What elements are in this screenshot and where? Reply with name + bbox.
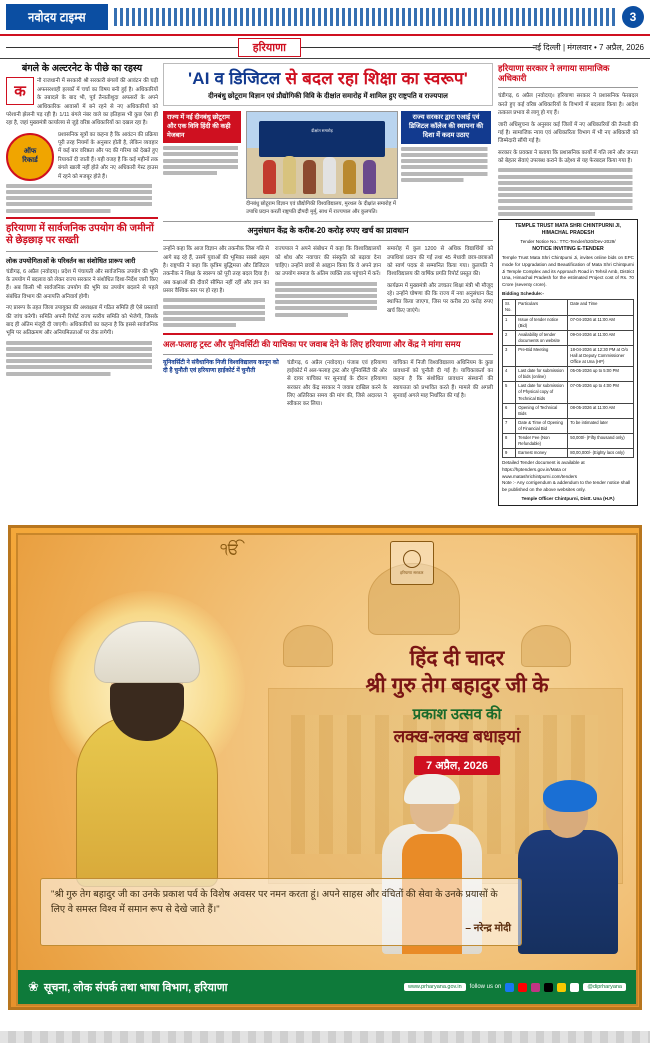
headline-part2: से बदल रहा शिक्षा का स्वरूप' (285, 69, 469, 88)
photo-person-1 (263, 160, 276, 194)
leader-2 (514, 754, 626, 954)
dateline: नई दिल्ली | मंगलवार • 7 अप्रैल, 2026 (532, 42, 644, 52)
center-para2: राज्यपाल ने अपने संबोधन में कहा कि विश्वविद्यालयों को शोध और नवाचार की संस्कृति को बढ़ावा देना चाहिए। उन्होंने छात्रों से आह्वान किया कि वे अपने ज्ञान का उपयोग समाज के अंतिम व्यक्ति तक पहुंचाने में करें। (275, 246, 381, 278)
pm-quote-box (40, 878, 522, 946)
section-title: हरियाणा (238, 38, 301, 57)
tender-title: NOTICE INVITING E-TENDER (532, 245, 604, 252)
center-para4: कार्यक्रम में मुख्यमंत्री और उच्चतर शिक्षा मंत्री भी मौजूद रहे। उन्होंने घोषणा की कि राज्य में नया अनुसंधान केंद्र स्थापित किया जाएगा, जिस पर करीब 20 करोड़ रुपए खर्च किए जाएंगे। (387, 282, 493, 314)
left-story2-para1: चंडीगढ़, 6 अप्रैल (नवोदय)। प्रदेश में पंचायती और सार्वजनिक उपयोग की भूमि के उपयोग में बदलाव को लेकर राज्य सरकार ने संशोधित दिशा-निर्देश जारी किए हैं। अब किसी भी सार्वजनिक उपयोग की भूमि का उपयोग बदलने से पहले संबंधित विभाग की अनापत्ति अनिवार्य होगी। (6, 268, 158, 300)
cell: 80,00,000/- (Eighty lacs only) (568, 449, 634, 458)
main-subhead: दीनबंधु छोटूराम विज्ञान एवं प्रौद्योगिकी विवि के दीक्षांत समारोह में शामिल हुए राष्ट्रपति व राज्यपाल (208, 93, 448, 101)
tender-col-date: Date and Time (568, 300, 634, 315)
center-body-col2 (275, 245, 381, 329)
cell: 18-04-2026 at 12:30 PM at O/o Hall at Deputy Commissioner Office at Una (HP) (568, 345, 634, 366)
convocation-photo (246, 111, 398, 199)
tender-notice (498, 219, 638, 507)
table-row (503, 403, 634, 418)
right-para3: सरकार के प्रवक्ता ने बताया कि प्रशासनिक कार्यों में गति लाने और जनता को बेहतर सेवाएं उपलब्ध कराने के उद्देश्य से यह फेरबदल किया गया है। (498, 149, 638, 164)
cell: 50,000/- (Fifty thousand only) (568, 434, 634, 449)
cell: 08-05-2026 at 11:00 AM (568, 403, 634, 418)
center-photo-col (246, 111, 396, 217)
ad-footer (18, 970, 636, 1004)
story3-bullet-col (163, 359, 281, 412)
tender-col-sr: Sr. No. (503, 300, 516, 315)
photo-person-2 (283, 156, 296, 194)
divider-2 (163, 221, 493, 222)
ad-line-1: हिंद दी चादर (409, 647, 505, 670)
ad-line-3: प्रकाश उत्सव की (412, 705, 502, 723)
filler-lines-2 (6, 341, 158, 376)
headline-part1: 'AI व डिजिटल (187, 69, 281, 88)
tender-org: TEMPLE TRUST MATA SHRI CHINTPURNI JI, HIMACHAL PRADESH (515, 222, 621, 236)
center-body-col1 (163, 245, 269, 329)
edition-badge: 3 (622, 6, 644, 28)
guru-portrait (32, 587, 262, 887)
photo-person-6 (363, 160, 376, 194)
paper-name: नवोदय टाइम्स (28, 10, 86, 25)
center-subheadline: अनुसंधान केंद्र के करीब-20 करोड़ रुपए खर्च का प्रावधान (247, 225, 409, 235)
divider-5 (498, 87, 638, 88)
main-headline-box (163, 63, 493, 106)
right-story-body (498, 92, 638, 165)
table-row (503, 418, 634, 433)
left-story1-para1: नौ राजधानी में सरकारी श्री सरकारी बंगलों की आवंटन की घड़ी अफसरशाही हलकों में चर्चा का विषय बनी हुई है। अधिकारियों के तबादले के बाद भी, पूर्व तैनातीशुदा अफसरों के अपने आधिकारिक आवासों में बने रहने से नए अधिकारियों को परेशानी झेलनी पड़ रही है। 1/11 बंगले नंबर वाले का इतिहास भी कुछ ऐसा ही रहा है, जहां मुख्यमंत्री कार्यालय से जुड़े वरिष्ठ अधिकारियों का दखल रहा है। (6, 78, 158, 127)
left-story1-headline: बंगले के अल्टरनेट के पीछे का रहस्य (21, 63, 143, 74)
center-bluebox-body (401, 147, 491, 182)
advertisement-inner (16, 533, 638, 1006)
cell: Opening of Technical Bids (516, 403, 568, 418)
divider-4 (163, 354, 493, 355)
cell: Issue of tender notice (Bid) (516, 315, 568, 330)
off-record-badge: ऑफ रिकार्ड (6, 133, 54, 181)
haryana-govt-emblem-icon (390, 541, 434, 585)
drop-cap: क (6, 77, 34, 105)
cell: 5 (503, 382, 516, 403)
tender-number: Tender Notice No.: TTC-Tender/520/Dev-2029/ (520, 239, 616, 245)
cell: 4 (503, 367, 516, 382)
left-story2-para2: नए प्रारूप के तहत जिला उपायुक्त की अध्यक्षता में गठित समिति ही ऐसे प्रस्तावों की जांच करेगी। समिति अपनी रिपोर्ट राज्य स्तरीय समिति को भेजेगी, जिसके बाद ही अंतिम मंजूरी दी जाएगी। अधिकारियों का कहना है कि इससे सार्वजनिक भूमि पर अतिक्रमण और अनियमितताओं पर रोक लगेगी। (6, 305, 158, 337)
photo-caption: दीनबंधु छोटूराम विज्ञान एवं प्रौद्योगिकी विश्वविद्यालय, मुरथल के दीक्षांत समारोह में उपाधि प्रदान करतीं राष्ट्रपति द्रौपदी मुर्मू, साथ में राज्यपाल और कुलपति। (246, 201, 396, 216)
ad-line-4: लक्ख-लक्ख बधाइयां (393, 726, 521, 746)
center-bluebox-col (401, 111, 491, 217)
center-redbox-col (163, 111, 241, 217)
table-row (503, 434, 634, 449)
tender-description: Temple Trust Mata Shri Chintpurni Ji, invites online bids on EPC mode for Upgradation and Beautification of Mata Shri Chintpurni Ji Temple Complex and its Approach Road in Tehsil Amb, District Una, Himachal Pradesh for the estimated Project cost of Rs. 70 Crore (seventy crore). (502, 255, 634, 287)
twitter-x-icon[interactable] (544, 983, 553, 992)
table-row (503, 345, 634, 366)
center-column (163, 63, 493, 524)
cell: Tender Fee (Non Refundable) (516, 434, 568, 449)
ad-date-badge: 7 अप्रैल, 2026 (414, 756, 500, 775)
main-headline (169, 68, 487, 89)
table-row (503, 330, 634, 345)
advertisement (8, 525, 642, 1010)
photo-person-5 (343, 160, 356, 194)
cell: Earnest money (516, 449, 568, 458)
story3-bullet: यूनिवर्सिटी ने संवैधानिक निजी विश्वविद्यालय कानून को दी है चुनौती एवं हरियाणा हाईकोर्ट में चुनौती (163, 359, 279, 374)
left-column (6, 63, 158, 524)
left-story3-headline: अल-फलाह ट्रस्ट और यूनिवर्सिटी की याचिका पर जवाब देने के लिए हरियाणा और केंद्र ने मांगा समय (163, 339, 461, 350)
photo-person-4 (323, 157, 336, 194)
cell: 09-04-2026 at 11:00 AM (568, 330, 634, 345)
photo-banner-text: दीक्षांत समारोह (311, 127, 333, 133)
story3-para1: चंडीगढ़, 6 अप्रैल (नवोदय)। पंजाब एवं हरियाणा हाईकोर्ट में अल-फलाह ट्रस्ट और यूनिवर्सिटी की ओर से दायर याचिका पर सुनवाई के दौरान हरियाणा सरकार और केंद्र सरकार ने जवाब दाखिल करने के लिए अतिरिक्त समय की मांग की, जिसे अदालत ने स्वीकार कर लिया। (287, 359, 387, 408)
koo-icon[interactable] (557, 983, 566, 992)
masthead (0, 0, 650, 36)
cell: Last date for submission of bids (online) (516, 367, 568, 382)
ad-line-2: श्री गुरु तेग बहादुर जी के (365, 674, 549, 698)
center-body-columns (163, 245, 493, 329)
paper-logo (6, 4, 108, 30)
cell: Pre-Bid Meeting (516, 345, 568, 366)
emblem-label: हरियाणा सरकार (400, 570, 424, 575)
ek-onkar-icon: ੴ (220, 541, 240, 558)
tender-table-header (503, 300, 634, 315)
cell: Last date for submission of Physical copy of Technical Bids (516, 382, 568, 403)
divider-3 (163, 240, 493, 241)
left-story2-body (6, 268, 158, 338)
tender-schedule-title: Bidding Schedule:- (502, 290, 544, 296)
cell: 7 (503, 418, 516, 433)
cell: Availability of tender documents on website (516, 330, 568, 345)
center-para1: उन्होंने कहा कि आज विज्ञान और तकनीक जिस गति से आगे बढ़ रहे हैं, उसमें युवाओं की भूमिका सबसे अहम है। राष्ट्रपति ने कहा कि कृत्रिम बुद्धिमत्ता और डिजिटल तकनीक ने शिक्षा के स्वरूप को पूरी तरह बदल दिया है। अब कक्षाओं की दीवारें सीमित नहीं रहीं और ज्ञान का प्रसार वैश्विक स्तर पर हो रहा है। (163, 246, 269, 295)
ad-top-row (18, 541, 636, 585)
cell: Date & Time of Opening of Financial Bid (516, 418, 568, 433)
left-story2-headline: हरियाणा में सार्वजनिक उपयोग की जमीनों से छेड़छाड़ पर सख्ती (6, 222, 154, 246)
center-top-row (163, 111, 493, 217)
center-body-col3 (387, 245, 493, 329)
photo-person-3 (303, 160, 316, 194)
department-name: सूचना, लोक संपर्क तथा भाषा विभाग, हरियाणा (43, 981, 228, 994)
cell: 05-05-2026 up to 5:00 PM (568, 367, 634, 382)
table-row (503, 449, 634, 458)
tender-footer-3: Temple Officer Chintpurni, Distt. Una (H.P.) (521, 495, 615, 501)
table-row (503, 382, 634, 403)
left-story1-para2: प्रशासनिक सूत्रों का कहना है कि आवंटन की प्रक्रिया पूरी तरह नियमों के अनुसार होती है, लेकिन व्यवहार में कई बार वरिष्ठता और पद की गरिमा को देखते हुए रियायतें दी जाती हैं। यही वजह है कि कई महीनों तक बंगले खाली नहीं होते और नए अधिकारी गेस्ट हाउस में रहने को मजबूर होते हैं। (58, 131, 158, 180)
cell: 3 (503, 345, 516, 366)
cell: 07-04-2026 at 11:00 AM (568, 315, 634, 330)
divider-red-1 (6, 217, 158, 219)
facebook-icon[interactable] (505, 983, 514, 992)
divider-1 (6, 251, 158, 252)
left-story2-subhead: लोक उपयोगिताओं के परिवर्तन का संशोधित प्रारूप जारी (6, 257, 136, 265)
social-handle[interactable]: @diprharyana (583, 983, 626, 991)
tender-footer-2: Note :- Any corrigendum & addendum to the tender notice shall be published on the above websites only. (502, 480, 631, 492)
story3-col2 (393, 359, 493, 412)
center-redbox-body (163, 146, 241, 175)
follow-label: follow us on (469, 984, 502, 990)
masthead-decor-strip (114, 8, 616, 26)
filler-lines-3 (498, 168, 638, 215)
page-bottom-edge (0, 1031, 650, 1043)
center-redbox: राज्य में नई दीनबंधु छोटूराम और एक विवि हिंदी की कही मेजबान (163, 111, 241, 143)
ad-footer-links (404, 983, 626, 992)
threads-icon[interactable] (570, 983, 579, 992)
right-story-headline: हरियाणा सरकार ने लगाया सामाजिक अधिकारी (498, 63, 610, 84)
page-content (0, 59, 650, 524)
youtube-icon[interactable] (518, 983, 527, 992)
cell: 2 (503, 330, 516, 345)
tender-footer-1: Detailed Tender document is available at https://hptenders.gov.in/Mata or www.matashrichintpurni.com/tenders (502, 460, 585, 479)
right-para2: जारी अधिसूचना के अनुसार कई जिलों में नए अधिकारियों की तैनाती की गई है। सामाजिक न्याय एवं अधिकारिता विभाग में भी नए अधिकारी को जिम्मेदारी सौंपी गई है। (498, 121, 638, 145)
center-para3: समारोह में कुल 1200 से अधिक विद्यार्थियों को उपाधियां प्रदान की गईं तथा 45 मेधावी छात्र-छात्राओं को स्वर्ण पदक से सम्मानित किया गया। कुलपति ने विश्वविद्यालय की वार्षिक प्रगति रिपोर्ट प्रस्तुत की। (387, 246, 493, 278)
table-row (503, 367, 634, 382)
cell: To be intimated later (568, 418, 634, 433)
pm-quote-text: "श्री गुरु तेग बहादुर जी का उनके प्रकाश पर्व के विशेष अवसर पर नमन करता हूं। अपने साहस और वंचितों की सेवा के उनके प्रयासों के लिए वे समस्त विश्व में समान रूप से देखे जाते हैं।" (51, 888, 498, 915)
table-row (503, 315, 634, 330)
pm-quote-author: – नरेन्द्र मोदी (465, 923, 511, 934)
cell: 6 (503, 403, 516, 418)
section-bar (0, 36, 650, 59)
tender-col-particulars: Particulars (516, 300, 568, 315)
cell: 9 (503, 449, 516, 458)
right-column (498, 63, 638, 524)
photo-stage-backdrop (259, 121, 385, 157)
divider-red-2 (163, 333, 493, 335)
instagram-icon[interactable] (531, 983, 540, 992)
filler-lines-1 (6, 184, 158, 213)
cell: 07-05-2026 up to 4:00 PM (568, 382, 634, 403)
right-para1: चंडीगढ़, 6 अप्रैल (नवोदय)। हरियाणा सरकार ने प्रशासनिक फेरबदल करते हुए कई वरिष्ठ अधिकारियों के विभागों में बदलाव किया है। आदेश तत्काल प्रभाव से लागू हो गए हैं। (498, 93, 638, 117)
story3-col1 (287, 359, 387, 412)
cell: 1 (503, 315, 516, 330)
center-bluebox: राज्य सरकार द्वारा एआई एवं डिजिटल कॉलेज की स्थापना की दिशा में कदम उठाए (401, 111, 491, 144)
story3-para2: याचिका में निजी विश्वविद्यालय अधिनियम के कुछ प्रावधानों को चुनौती दी गई है। याचिकाकर्ता का कहना है कि संशोधित प्रावधान संस्थानों की स्वायत्तता को प्रभावित करते हैं। मामले की अगली सुनवाई अगले माह निर्धारित की गई है। (393, 359, 493, 400)
tender-schedule-table (502, 299, 634, 458)
lotus-icon: ❀ (28, 979, 39, 994)
website-url[interactable]: www.prharyana.gov.in (404, 983, 466, 991)
cell: 8 (503, 434, 516, 449)
